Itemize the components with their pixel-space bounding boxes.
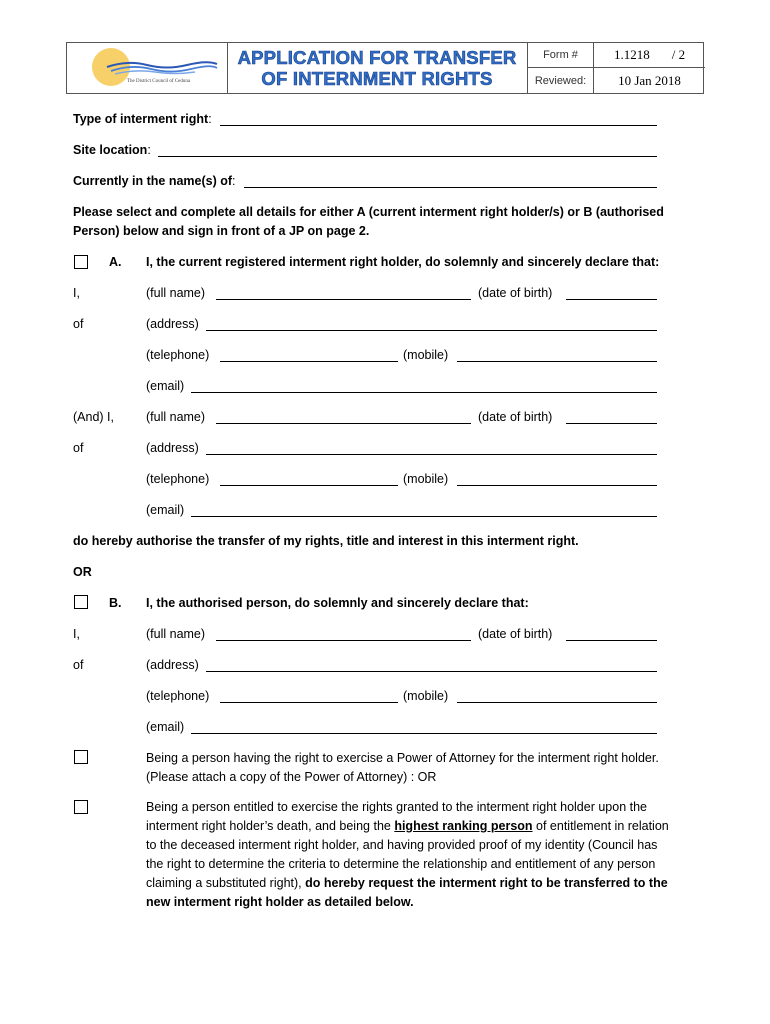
holder1-fullname-field[interactable] <box>216 299 471 300</box>
holder2-fullname-field[interactable] <box>216 423 471 424</box>
logo-caption: The District Council of Ceduna <box>127 79 191 84</box>
person-dob-field[interactable] <box>566 640 657 641</box>
power-of-attorney-text <box>146 749 706 787</box>
holder1-telephone-label: (telephone) <box>146 348 210 362</box>
holder2-prefix: (And) I, <box>73 410 114 424</box>
page-marker: / 2 <box>671 47 686 62</box>
person-prefix: I, <box>73 627 80 641</box>
person-email-field[interactable] <box>191 733 657 734</box>
person-telephone-label: (telephone) <box>146 689 210 703</box>
highest-ranking-checkbox[interactable] <box>74 800 88 814</box>
person-address-label: (address) <box>146 658 199 672</box>
poa-line2: (Please attach a copy of the Power of Attorney) : OR <box>146 770 437 784</box>
hr-line4: the right to determine the criteria to determine the relationship and entitlement of any person <box>146 857 656 871</box>
power-of-attorney-checkbox[interactable] <box>74 750 88 764</box>
holder1-email-field[interactable] <box>191 392 657 393</box>
reviewed-date: 10 Jan 2018 <box>593 68 705 93</box>
holder2-address-label: (address) <box>146 441 199 455</box>
holder2-email-label: (email) <box>146 503 185 517</box>
section-b-letter: B. <box>109 596 122 610</box>
person-fullname-field[interactable] <box>216 640 471 641</box>
person-fullname-label: (full name) <box>146 627 206 641</box>
person-dob-label: (date of birth) <box>478 627 553 641</box>
hr-line5: claiming a substituted right), do hereby request the interment right to be transferred to the <box>146 876 668 890</box>
person-email-label: (email) <box>146 720 185 734</box>
form-title <box>227 43 527 93</box>
holder1-email-label: (email) <box>146 379 185 393</box>
instructions-line1: Please select and complete all details for either A (current interment right holder/s) or B (authorised <box>73 205 664 219</box>
instructions-line2: Person) below and sign in front of a JP on page 2. <box>73 224 370 238</box>
section-b-checkbox[interactable] <box>74 595 88 609</box>
type-label: Type of interment right: <box>73 112 212 126</box>
holder2-mobile-label: (mobile) <box>403 472 449 486</box>
holder1-telephone-field[interactable] <box>220 361 398 362</box>
holder1-address-field[interactable] <box>206 330 657 331</box>
holder2-of: of <box>73 441 84 455</box>
holder2-email-field[interactable] <box>191 516 657 517</box>
reviewed-label: Reviewed: <box>527 68 593 93</box>
holder1-dob-label: (date of birth) <box>478 286 553 300</box>
section-a-checkbox[interactable] <box>74 255 88 269</box>
holder1-of: of <box>73 317 84 331</box>
holder2-telephone-field[interactable] <box>220 485 398 486</box>
names-label: Currently in the name(s) of: <box>73 174 236 188</box>
form-number-label: Form # <box>527 43 593 68</box>
holder2-telephone-label: (telephone) <box>146 472 210 486</box>
form-title-line2: OF INTERNMENT RIGHTS <box>261 68 493 89</box>
person-mobile-field[interactable] <box>457 702 657 703</box>
form-header <box>66 42 704 94</box>
holder1-prefix: I, <box>73 286 80 300</box>
hr-line6: new interment right holder as detailed below. <box>146 895 414 909</box>
council-logo <box>67 43 228 93</box>
person-of: of <box>73 658 84 672</box>
holder1-mobile-label: (mobile) <box>403 348 449 362</box>
type-field[interactable] <box>220 125 657 126</box>
or-label: OR <box>73 565 92 579</box>
names-field[interactable] <box>244 187 657 188</box>
holder2-dob-label: (date of birth) <box>478 410 553 424</box>
form-number-cell <box>593 43 705 68</box>
form-meta-grid <box>527 43 705 93</box>
request-emphasis: do hereby request the interment right to be transferred to the <box>305 876 668 890</box>
person-mobile-label: (mobile) <box>403 689 449 703</box>
site-field[interactable] <box>158 156 657 157</box>
holder1-dob-field[interactable] <box>566 299 657 300</box>
holder2-fullname-label: (full name) <box>146 410 206 424</box>
section-a-heading: I, the current registered interment right holder, do solemnly and sincerely declare that: <box>146 255 660 269</box>
form-title-line1: APPLICATION FOR TRANSFER <box>237 47 517 68</box>
form-number: 1.1218 <box>614 47 650 62</box>
section-a-letter: A. <box>109 255 122 269</box>
person-telephone-field[interactable] <box>220 702 398 703</box>
holder1-address-label: (address) <box>146 317 199 331</box>
hr-line3: to the deceased interment right holder, and having provided proof of my identity (Council has <box>146 838 658 852</box>
holder1-fullname-label: (full name) <box>146 286 206 300</box>
highest-ranking-text <box>146 798 716 912</box>
person-address-field[interactable] <box>206 671 657 672</box>
section-b-heading: I, the authorised person, do solemnly and sincerely declare that: <box>146 596 529 610</box>
sun-wave-logo-icon <box>67 43 227 93</box>
holder2-address-field[interactable] <box>206 454 657 455</box>
site-label: Site location: <box>73 143 151 157</box>
holder1-mobile-field[interactable] <box>457 361 657 362</box>
poa-line1: Being a person having the right to exercise a Power of Attorney for the interment right holder. <box>146 751 659 765</box>
holder2-dob-field[interactable] <box>566 423 657 424</box>
hr-line1: Being a person entitled to exercise the rights granted to the interment right holder upon the <box>146 800 648 814</box>
holder2-mobile-field[interactable] <box>457 485 657 486</box>
highest-ranking-emphasis: highest ranking person <box>394 819 533 833</box>
hr-line2: interment right holder’s death, and being the highest ranking person of entitlement in relation <box>146 819 669 833</box>
authorise-statement: do hereby authorise the transfer of my rights, title and interest in this interment right. <box>73 534 579 548</box>
